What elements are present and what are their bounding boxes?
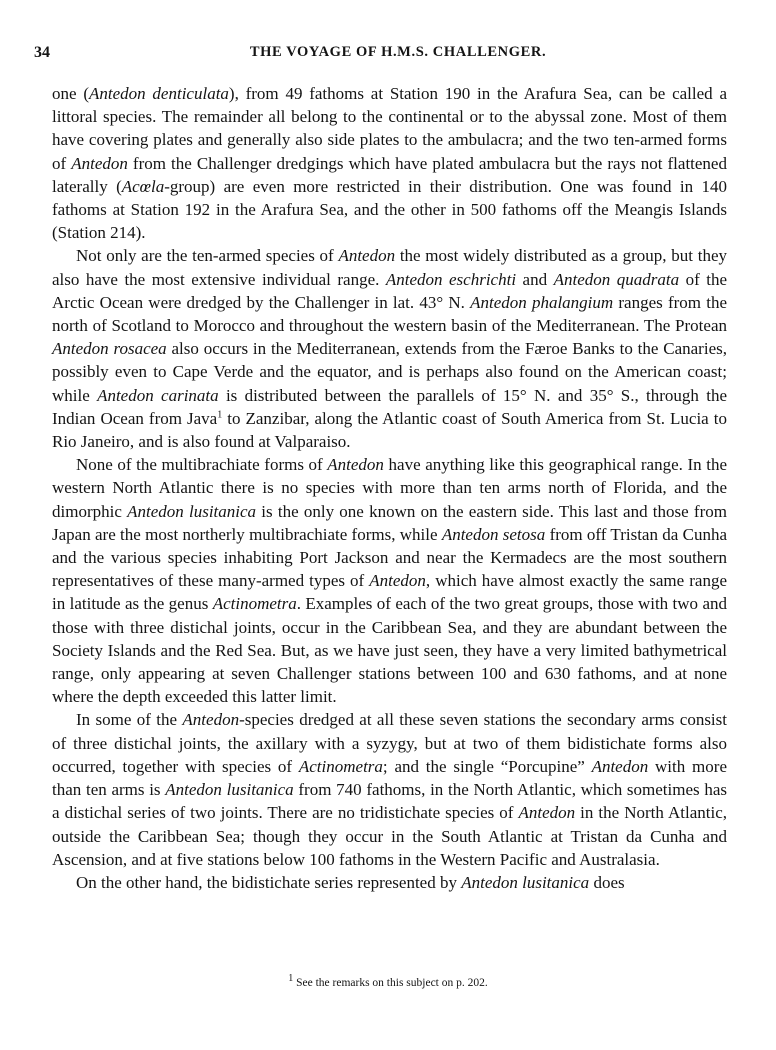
italic-text: Acœla [121,176,165,196]
italic-text: Antedon carinata [97,385,219,405]
text-run: Not only are the ten-armed species of [76,246,339,266]
text-run: in the North Atlantic, outside the Caribbean Sea; though they occur in the South Atlantic at Tristan da Cunha and Ascension, and at five stations below 100 fathoms in the Western Pacific and Australasia. [52,803,727,869]
italic-text: Antedon [518,803,576,823]
text-run: ; and the single “Porcupine” [382,756,592,776]
text-run: -species dredged at all these seven stations the secondary arms consist of three distichal joints, the axillary with a syzygy, but at two of them bidistichate forms also occurred, together with species of [52,710,727,776]
paragraph [52,244,727,453]
paragraph [52,82,727,244]
text-run: -group) are even more restricted in their distribution. One was found in 140 fathoms at Station 192 in the Arafura Sea, and the other in 500 fathoms off the Meangis Islands (Station 214). [52,176,727,243]
italic-text: Antedon [369,571,426,591]
text-run: from the Challenger dredgings which have plated ambulacra but the rays not flattened laterally ( [52,153,727,196]
paragraph [52,708,727,870]
body-text [52,82,727,894]
text-run: of the Arctic Ocean were dredged by the Challenger in lat. 43° N. [52,269,727,312]
text-run: On the other hand, the bidistichate series represented by [76,872,462,892]
page-number: 34 [34,44,50,61]
italic-text: Antedon quadrata [553,269,680,289]
italic-text: Antedon setosa [441,524,546,544]
text-run: with more than ten arms is [52,756,727,800]
italic-text: Antedon [591,756,649,776]
paragraph [52,453,727,708]
running-title: THE VOYAGE OF H.M.S. CHALLENGER. [249,44,547,60]
text-run: also occurs in the Mediterranean, extends from the Færoe Banks to the Canaries, possibly even to Cape Verde and the equator, and is perhaps also found on the American coast; while [52,339,727,405]
text-run: ranges from the north of Scotland to Morocco and throughout the western basin of the Mediterranean. The Protean [52,292,727,336]
italic-text: Antedon lusitanica [127,501,257,521]
italic-text: Antedon eschrichti [385,269,517,289]
italic-text: Antedon [327,455,384,475]
italic-text: Antedon lusitanica [165,780,294,800]
text-run: does [589,872,625,892]
footnote-marker: 1 [288,973,294,985]
footnote [0,973,776,989]
footnote-ref: 1 [217,409,223,421]
italic-text: Antedon denticulata [89,84,229,103]
italic-text: Antedon [182,710,240,730]
text-run: from 740 fathoms, in the North Atlantic, which sometimes has a distichal series of two joints. There are no tridistichate species of [52,780,727,823]
italic-text: Actinometra [212,594,297,614]
text-run: is the only one known on the eastern side. This last and those from Japan are the most northerly multibrachiate forms, while [52,501,727,544]
italic-text: Antedon [71,153,128,173]
text-run: have anything like this geographical range. In the western North Atlantic there is no species with more than ten arms north of Florida, and the dimorphic [52,455,727,521]
text-run: to Zanzibar, along the Atlantic coast of South America from St. Lucia to Rio Janeiro, and is also found at Valparaiso. [52,408,727,452]
italic-text: Antedon lusitanica [461,872,590,892]
paragraph [52,871,727,894]
text-run: In some of the [76,710,183,730]
footnote-text: See the remarks on this subject on p. 202. [293,977,488,989]
text-run: is distributed between the parallels of 15° N. and 35° S., through the Indian Ocean from Java [52,385,727,428]
text-run: None of the multibrachiate forms of [76,455,328,475]
italic-text: Antedon phalangium [470,292,614,312]
text-run: . Examples of each of the two great groups, those with two and those with three distichal joints, occur in the Caribbean Sea, and they are abundant between the Society Islands and the Red Sea. But, as we have just seen, they have a very limited bathymetrical range, only appearing at seven Challenger stations between 100 and 630 fathoms, and at none where the depth exceeded this latter limit. [52,594,727,707]
italic-text: Antedon [338,246,396,266]
text-run: ), from 49 fathoms at Station 190 in the Arafura Sea, can be called a littoral species. The remainder all belong to the continental or to the abyssal zone. Most of them have covering plates and generally also side plates to the ambulacra; and the two ten-armed forms of [52,84,727,173]
page-header [34,44,742,66]
italic-text: Antedon rosacea [52,339,167,359]
text-run: the most widely distributed as a group, but they also have the most extensive individual range. [52,246,727,289]
text-run: from off Tristan da Cunha and the various species inhabiting Port Jackson and near the Kermadecs are the most southern representatives of these many-armed types of [52,524,727,591]
italic-text: Actinometra [298,756,383,776]
text-run: and [516,269,554,289]
text-run: , which have almost exactly the same range in latitude as the genus [52,571,727,614]
text-run: one ( [52,84,89,103]
